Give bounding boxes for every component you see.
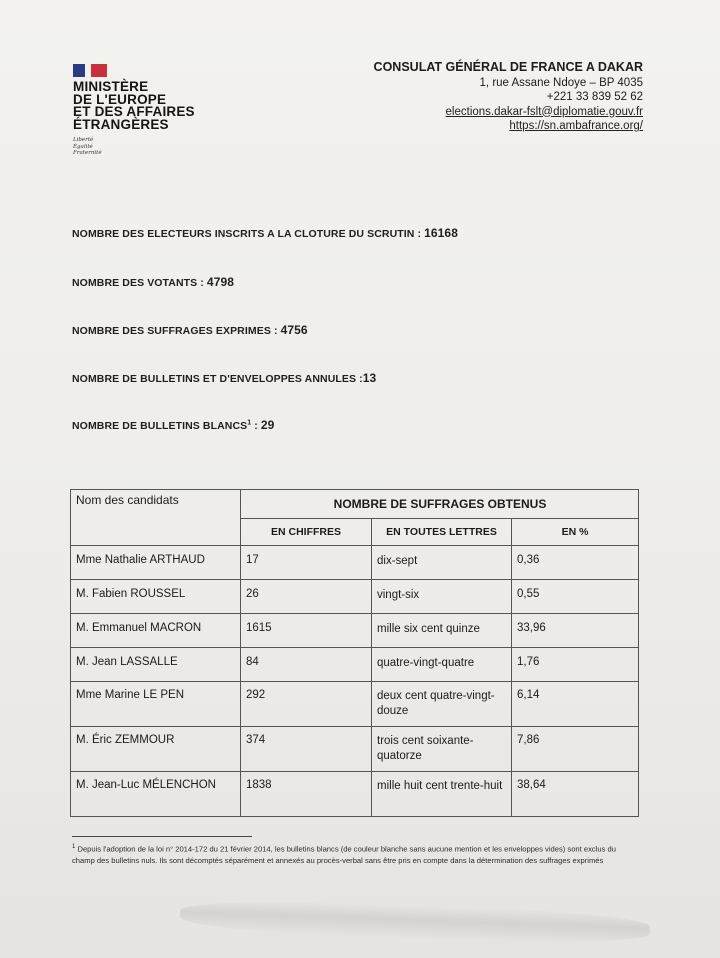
candidate-name: Mme Marine LE PEN [71, 682, 241, 727]
marianne-flag-icon [73, 64, 107, 77]
consulate-phone: +221 33 839 52 62 [546, 91, 643, 103]
votes-percent: 0,36 [512, 546, 639, 580]
candidate-name: M. Jean LASSALLE [71, 648, 241, 682]
table-body [71, 546, 639, 817]
votes-percent: 7,86 [512, 727, 639, 772]
column-header-percent: EN % [512, 519, 639, 546]
stat-votants [72, 275, 234, 289]
votes-percent: 0,55 [512, 580, 639, 614]
stat-blancs-label: NOMBRE DE BULLETINS BLANCS [72, 420, 248, 432]
votes-words: mille huit cent trente-huit [372, 772, 512, 817]
column-header-words: EN TOUTES LETTRES [372, 519, 512, 546]
footnote-text: Depuis l'adoption de la loi n° 2014-172 du 21 février 2014, les bulletins blancs (de couleur blanche sans aucune mention et les enveloppes vides) sont exclus du champ des bulletins nuls. Ils sont décomptés séparément et annexés au procès-verbal sans être pris en compte dans la détermination des suffrages exprimés [72, 844, 616, 865]
votes-words: deux cent quatre-vingt-douze [372, 682, 512, 727]
stat-annules-label: NOMBRE DE BULLETINS ET D'ENVELOPPES ANNULES : [72, 373, 363, 385]
consulate-name: CONSULAT GÉNÉRAL DE FRANCE A DAKAR [373, 60, 643, 74]
votes-percent: 38,64 [512, 772, 639, 817]
consulate-address: 1, rue Assane Ndoye – BP 4035 [479, 76, 643, 89]
results-table [70, 489, 639, 817]
footnote [72, 842, 632, 866]
table-row [71, 648, 639, 682]
stat-exprimes [72, 323, 308, 337]
table-row [71, 580, 639, 614]
table-row [71, 614, 639, 648]
stat-blancs [72, 418, 274, 432]
stat-votants-label: NOMBRE DES VOTANTS : [72, 277, 207, 289]
footnote-mark: 1 [72, 844, 76, 850]
stat-exprimes-value: 4756 [280, 323, 308, 337]
votes-words: vingt-six [372, 580, 512, 614]
suffrages-header: NOMBRE DE SUFFRAGES OBTENUS [241, 490, 639, 519]
votes-figures: 1838 [241, 772, 372, 817]
votes-figures: 17 [241, 546, 372, 580]
footnote-divider [72, 836, 252, 837]
table-row [71, 682, 639, 727]
table-row [71, 546, 639, 580]
table-row [71, 727, 639, 772]
candidate-name: M. Jean-Luc MÉLENCHON [71, 772, 241, 817]
stat-annules [72, 371, 376, 385]
consulate-header [374, 60, 643, 134]
votes-percent: 6,14 [512, 682, 639, 727]
votes-figures: 374 [241, 727, 372, 772]
column-header-figures: EN CHIFFRES [241, 519, 372, 546]
stat-annules-value: 13 [362, 371, 377, 385]
stat-votants-value: 4798 [206, 275, 235, 289]
stat-exprimes-label: NOMBRE DES SUFFRAGES EXPRIMES : [72, 325, 281, 337]
votes-words: trois cent soixante-quatorze [372, 727, 512, 772]
candidate-name: M. Éric ZEMMOUR [71, 727, 241, 772]
stat-blancs-separator: : [251, 420, 261, 432]
consulate-website-link[interactable]: https://sn.ambafrance.org/ [509, 120, 643, 132]
votes-figures: 1615 [241, 614, 372, 648]
candidate-name: M. Emmanuel MACRON [71, 614, 241, 648]
votes-words: dix-sept [372, 546, 512, 580]
table-row [71, 772, 639, 817]
table-header-row [71, 490, 639, 519]
candidates-header: Nom des candidats [71, 490, 241, 546]
votes-figures: 84 [241, 648, 372, 682]
stat-inscrits-label: NOMBRE DES ELECTEURS INSCRITS A LA CLOTURE DU SCRUTIN : [72, 228, 425, 240]
stat-inscrits-value: 16168 [424, 226, 458, 240]
votes-words: mille six cent quinze [372, 614, 512, 648]
stat-blancs-value: 29 [260, 418, 275, 432]
votes-words: quatre-vingt-quatre [372, 648, 512, 682]
candidate-name: M. Fabien ROUSSEL [71, 580, 241, 614]
votes-percent: 1,76 [512, 648, 639, 682]
stat-inscrits [72, 226, 458, 240]
paper-shadow [180, 897, 651, 947]
consulate-email-link[interactable]: elections.dakar-fslt@diplomatie.gouv.fr [445, 105, 643, 118]
votes-figures: 292 [241, 682, 372, 727]
ministry-logo [73, 64, 223, 157]
ministry-name: MINISTÈRE DE L'EUROPE ET DES AFFAIRES ÉTRANGÈRES [73, 79, 195, 132]
votes-figures: 26 [241, 580, 372, 614]
republic-motto: Liberté Égalité Fraternité [73, 137, 102, 156]
footnote-reference: 1 [247, 419, 252, 427]
candidate-name: Mme Nathalie ARTHAUD [71, 546, 241, 580]
votes-percent: 33,96 [512, 614, 639, 648]
